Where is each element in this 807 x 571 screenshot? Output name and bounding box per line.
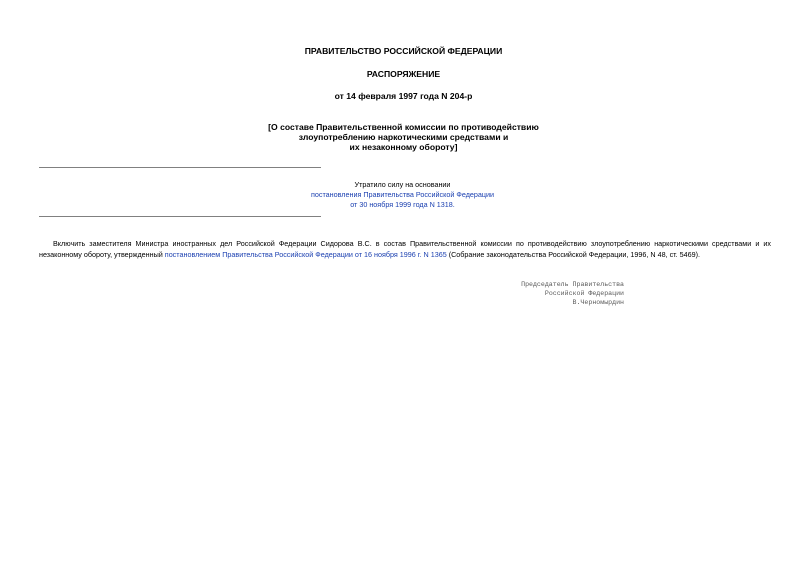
annotation-link-decree-text[interactable]: постановления Правительства Российской Федерации <box>310 190 495 199</box>
annotation-bottom-rule <box>39 216 321 217</box>
document-title-line-1: [О составе Правительственной комиссии по противодействию <box>268 122 539 132</box>
body-link-decree[interactable]: постановлением Правительства Российской Федерации от 16 ноября 1996 г. N 1365 <box>164 250 447 259</box>
annotation-period: . <box>452 200 455 209</box>
body-text-start: Включить заместителя Министра иностранных дел Российской Федерации Сидорова В.С. в состав Правительственной комиссии по противодействию злоупотреблению наркотическими средствами и их незаконному обороту, утвержденный <box>39 239 771 259</box>
issuer-heading: ПРАВИТЕЛЬСТВО РОССИЙСКОЙ ФЕДЕРАЦИИ <box>304 46 503 56</box>
annotation-top-rule <box>39 167 321 168</box>
document-title-line-2: злоупотреблению наркотическими средствами и <box>298 132 509 142</box>
signature-country: Российской Федерации <box>544 290 624 297</box>
annotation-link-date-text[interactable]: от 30 ноября 1999 года N 1318 <box>350 200 453 209</box>
annotation-link-decree[interactable] <box>300 190 505 201</box>
annotation-repeal-note: Утратило силу на основании <box>354 180 451 189</box>
annotation-link-date[interactable] <box>300 200 505 211</box>
signature-position: Председатель Правительства <box>521 281 624 288</box>
body-text-end: (Собрание законодательства Российской Федерации, 1996, N 48, ст. 5469). <box>446 250 701 259</box>
document-type-heading: РАСПОРЯЖЕНИЕ <box>366 69 441 79</box>
document-title-line-3: их незаконному обороту] <box>349 142 458 152</box>
signature-name: В.Черномырдин <box>572 299 624 306</box>
document-title <box>0 122 807 152</box>
body-paragraph <box>39 238 771 260</box>
document-date-number: от 14 февраля 1997 года N 204-р <box>334 91 473 101</box>
